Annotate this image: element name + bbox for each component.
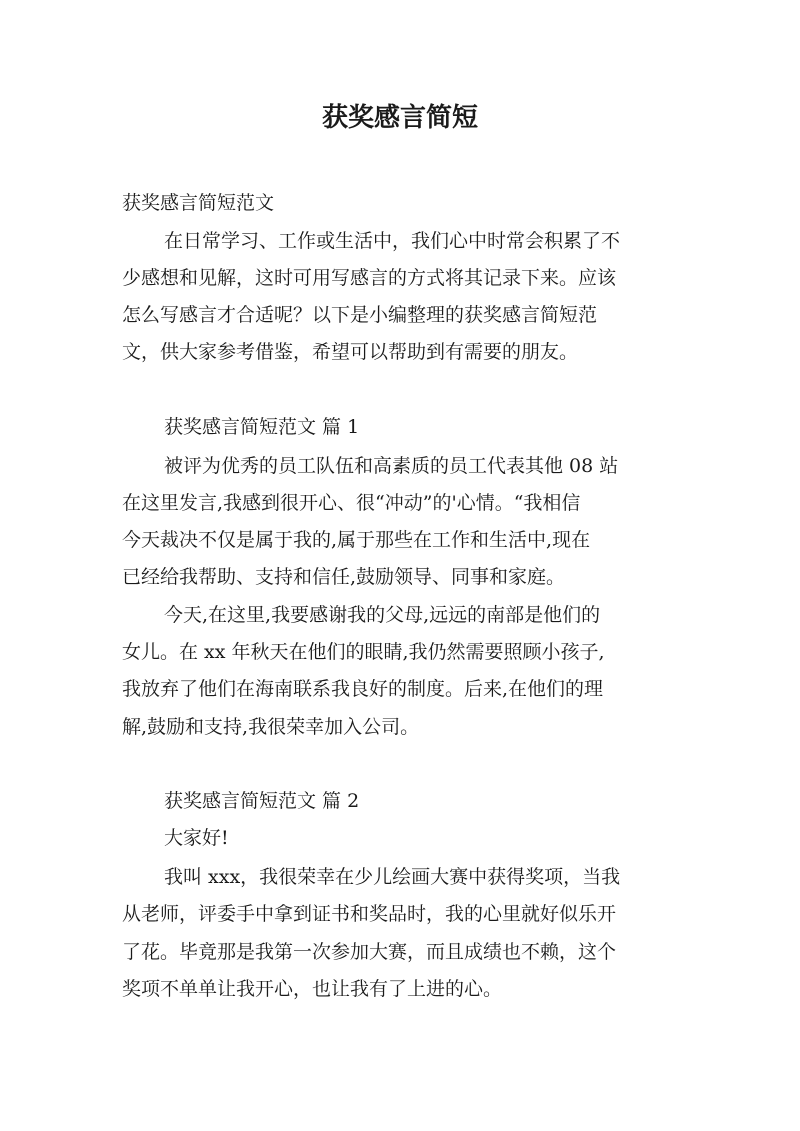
section1-paragraph-line: 今天裁决不仅是属于我的,属于那些在工作和生活中,现在: [122, 529, 591, 551]
document-title: 获奖感言简短: [321, 103, 478, 133]
section1-paragraph-line: 我放弃了他们在海南联系我良好的制度。后来,在他们的理: [122, 678, 604, 700]
section1-paragraph-line: 解,鼓励和支持,我很荣幸加入公司。: [122, 716, 420, 738]
section1-paragraph-line: 女儿。在 xx 年秋天在他们的眼睛,我仍然需要照顾小孩子,: [122, 641, 605, 663]
section1-heading: 获奖感言简短范文 篇 1: [164, 416, 360, 438]
section1-paragraph-line: 在这里发言,我感到很开心、很“冲动”的'心情。“我相信: [122, 492, 581, 514]
section2-heading: 获奖感言简短范文 篇 2: [164, 790, 360, 812]
section2-paragraph-line: 了花。毕竟那是我第一次参加大赛，而且成绩也不赖，这个: [122, 941, 617, 963]
intro-line: 在日常学习、工作或生活中，我们心中时常会积累了不: [164, 230, 621, 252]
section2-greeting: 大家好!: [164, 827, 229, 849]
section2-paragraph-line: 我叫 xxx，我很荣幸在少儿绘画大赛中获得奖项，当我: [164, 866, 621, 888]
section2-paragraph-line: 从老师，评委手中拿到证书和奖品时，我的心里就好似乐开: [122, 903, 617, 925]
intro-line: 文，供大家参考借鉴，希望可以帮助到有需要的朋友。: [122, 341, 579, 363]
section1-paragraph-line: 已经给我帮助、支持和信任,鼓励领导、同事和家庭。: [122, 566, 566, 588]
intro-line: 少感想和见解，这时可用写感言的方式将其记录下来。应该: [122, 267, 617, 289]
section2-paragraph-line: 奖项不单单让我开心，也让我有了上进的心。: [122, 978, 503, 1000]
section1-paragraph-line: 今天,在这里,我要感谢我的父母,远远的南部是他们的: [164, 604, 601, 626]
intro-line: 怎么写感言才合适呢？以下是小编整理的获奖感言简短范: [122, 304, 598, 326]
document-subtitle: 获奖感言简短范文: [122, 192, 275, 214]
section1-paragraph-line: 被评为优秀的员工队伍和高素质的员工代表其他 08 站: [164, 455, 619, 477]
